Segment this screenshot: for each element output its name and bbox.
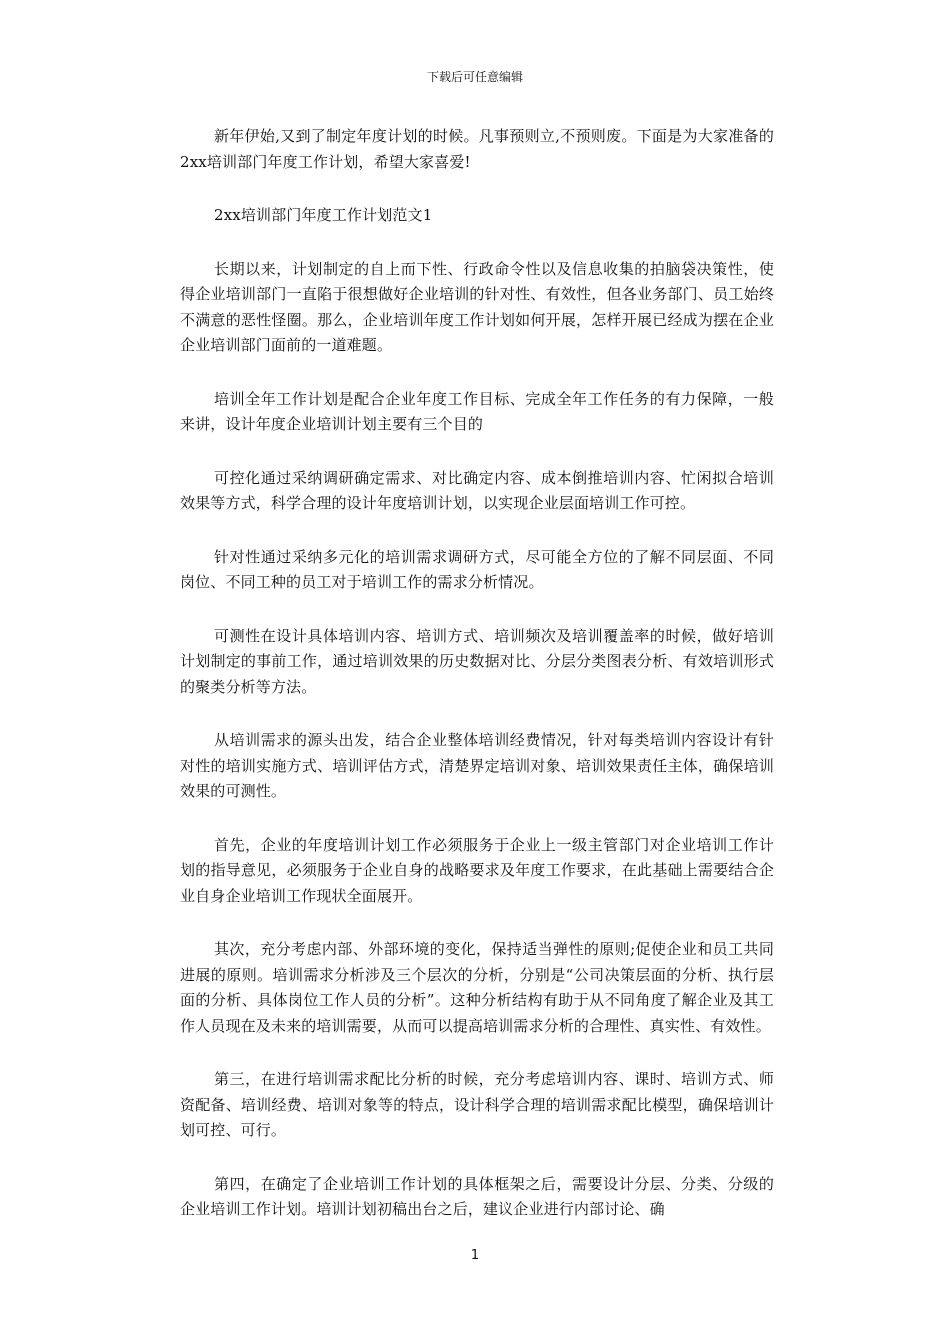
section-title: 2xx培训部门年度工作计划范文1	[214, 206, 433, 224]
paragraph: 第四，在确定了企业培训工作计划的具体框架之后，需要设计分层、分类、分级的企业培训工作计划。培训计划初稿出台之后，建议企业进行内部讨论、确	[180, 1174, 774, 1218]
paragraph: 可控化通过采纳调研确定需求、对比确定内容、成本倒推培训内容、忙闲拟合培训效果等方式，科学合理的设计年度培训计划，以实现企业层面培训工作可控。	[180, 468, 774, 512]
paragraph: 第三，在进行培训需求配比分析的时候，充分考虑培训内容、课时、培训方式、师资配备、培训经费、培训对象等的特点，设计科学合理的培训需求配比模型，确保培训计划可控、可行。	[180, 1070, 774, 1139]
paragraph: 首先，企业的年度培训计划工作必须服务于企业上一级主管部门对企业培训工作计划的指导意见，必须服务于企业自身的战略要求及年度工作要求，在此基础上需要结合企业自身企业培训工作现状全面展开。	[180, 835, 774, 905]
paragraph: 从培训需求的源头出发，结合企业整体培训经费情况，针对每类培训内容设计有针对性的培训实施方式、培训评估方式，清楚界定培训对象、培训效果责任主体，确保培训效果的可测性。	[180, 731, 774, 800]
page-number: 1	[470, 1248, 480, 1263]
paragraph: 可测性在设计具体培训内容、培训方式、培训频次及培训覆盖率的时候，做好培训计划制定的事前工作，通过培训效果的历史数据对比、分层分类图表分析、有效培训形式的聚类分析等方法。	[180, 626, 774, 696]
paragraph-intro: 新年伊始,又到了制定年度计划的时候。凡事预则立,不预则废。下面是为大家准备的2xx培训部门年度工作计划，希望大家喜爱!	[180, 127, 774, 171]
paragraph: 培训全年工作计划是配合企业年度工作目标、完成全年工作任务的有力保障，一般来讲，设计年度企业培训计划主要有三个目的	[180, 389, 774, 433]
document-body	[180, 124, 774, 1251]
page-header: 下载后可任意编辑	[426, 70, 523, 84]
paragraph: 其次，充分考虑内部、外部环境的变化，保持适当弹性的原则;促使企业和员工共同进展的原则。培训需求分析涉及三个层次的分析，分别是“公司决策层面的分析、执行层面的分析、具体岗位工作人员的分析”。这种分析结构有助于从不同角度了解企业及其工作人员现在及未来的培训需要，从而可以提高培训需求分析的合理性、真实性、有效性。	[180, 940, 774, 1035]
paragraph: 长期以来，计划制定的自上而下性、行政命令性以及信息收集的拍脑袋决策性，使得企业培训部门一直陷于很想做好企业培训的针对性、有效性，但各业务部门、员工始终不满意的恶性怪圈。那么，企业培训年度工作计划如何开展，怎样开展已经成为摆在企业企业培训部门面前的一道难题。	[180, 259, 774, 354]
paragraph: 针对性通过采纳多元化的培训需求调研方式，尽可能全方位的了解不同层面、不同岗位、不同工种的员工对于培训工作的需求分析情况。	[180, 547, 774, 591]
